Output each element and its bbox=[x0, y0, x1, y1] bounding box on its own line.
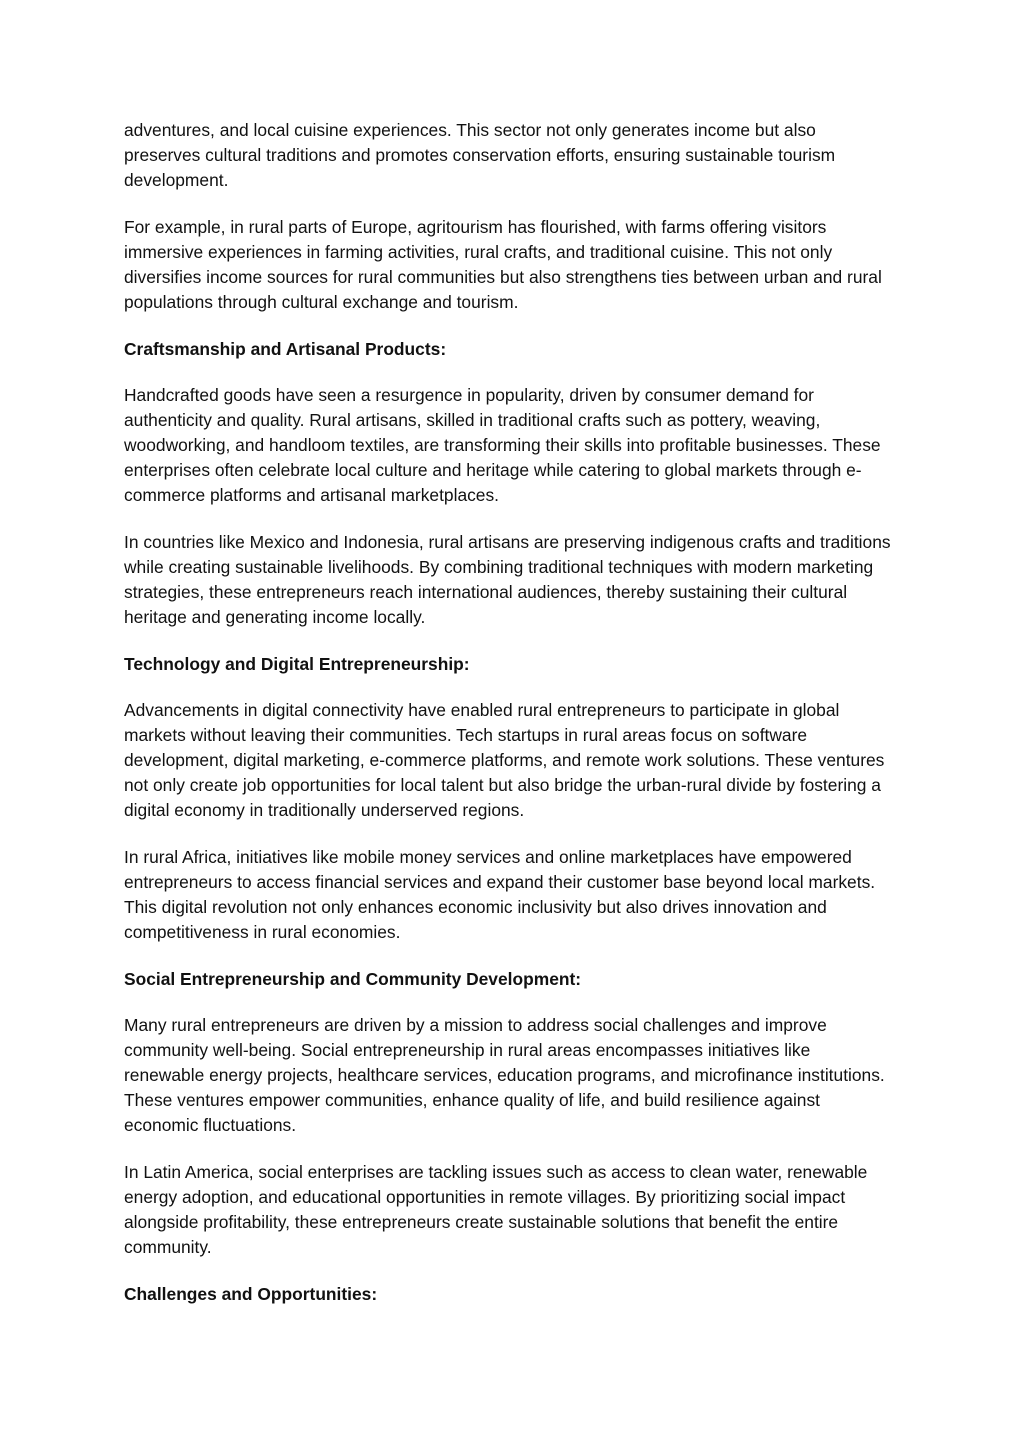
heading-challenges: Challenges and Opportunities: bbox=[124, 1284, 378, 1304]
paragraph-digital-connectivity: Advancements in digital connectivity have enabled rural entrepreneurs to participate in global markets without leaving their communities. Tech startups in rural areas focus on software development, digital marketing, e-commerce platforms, and remote work solutions. These ventures not only create job opportunities for local talent but also bridge the urban-rural divide by fostering a digital economy in traditionally underserved regions. bbox=[124, 700, 885, 820]
paragraph-europe-agritourism: For example, in rural parts of Europe, agritourism has flourished, with farms offering visitors immersive experiences in farming activities, rural crafts, and traditional cuisine. This not only diversifies income sources for rural communities but also strengthens ties between urban and rural populations through cultural exchange and tourism. bbox=[124, 217, 882, 312]
heading-technology: Technology and Digital Entrepreneurship: bbox=[124, 654, 470, 674]
paragraph-social-mission: Many rural entrepreneurs are driven by a mission to address social challenges and improve community well-being. Social entrepreneurship in rural areas encompasses initiatives like renewable energy projects, healthcare services, education programs, and microfinance institutions. These ventures empower communities, enhance quality of life, and build resilience against economic fluctuations. bbox=[124, 1015, 885, 1135]
paragraph-rural-africa: In rural Africa, initiatives like mobile money services and online marketplaces have empowered entrepreneurs to access financial services and expand their customer base beyond local markets. This digital revolution not only enhances economic inclusivity but also drives innovation and competitiveness in rural economies. bbox=[124, 847, 876, 942]
paragraph-mexico-indonesia: In countries like Mexico and Indonesia, rural artisans are preserving indigenous crafts and traditions while creating sustainable livelihoods. By combining traditional techniques with modern marketing strategies, these entrepreneurs reach international audiences, thereby sustaining their cultural heritage and generating income locally. bbox=[124, 532, 891, 627]
paragraph-tourism-continued: adventures, and local cuisine experiences. This sector not only generates income but also preserves cultural traditions and promotes conservation efforts, ensuring sustainable tourism development. bbox=[124, 120, 836, 190]
heading-craftsmanship: Craftsmanship and Artisanal Products: bbox=[124, 339, 447, 359]
paragraph-handcrafted-goods: Handcrafted goods have seen a resurgence in popularity, driven by consumer demand for authenticity and quality. Rural artisans, skilled in traditional crafts such as pottery, weaving, woodworking, and handloom textiles, are transforming their skills into profitable businesses. These enterprises often celebrate local culture and heritage while catering to global markets through e-commerce platforms and artisanal marketplaces. bbox=[124, 385, 881, 505]
heading-social-entrepreneurship: Social Entrepreneurship and Community Development: bbox=[124, 969, 582, 989]
paragraph-latin-america: In Latin America, social enterprises are tackling issues such as access to clean water, renewable energy adoption, and educational opportunities in remote villages. By prioritizing social impact alongside profitability, these entrepreneurs create sustainable solutions that benefit the entire community. bbox=[124, 1162, 868, 1257]
document-page bbox=[124, 118, 894, 1328]
